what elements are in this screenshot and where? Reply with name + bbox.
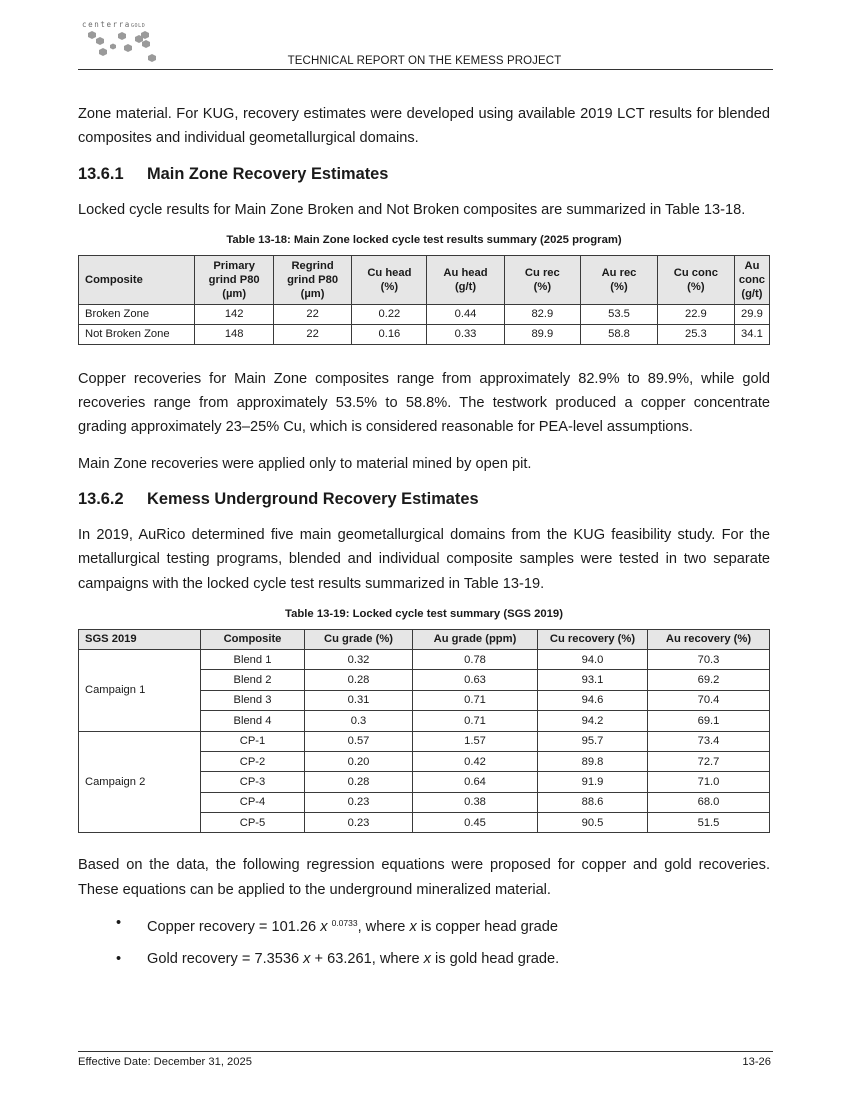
table-cell: Blend 2 [201,670,305,690]
table-cell: 93.1 [538,670,648,690]
table-cell: 25.3 [657,324,734,344]
table-header-cell: Cu grade (%) [305,629,413,649]
table-cell: 0.64 [413,772,538,792]
table-cell: 94.2 [538,711,648,731]
copper-equation: • Copper recovery = 101.26 x $^{0.0733}$, where x is copper head grade [116,915,558,936]
table-cell: 0.23 [305,813,413,833]
section-title: Main Zone Recovery Estimates [147,164,389,183]
table-cell: 0.31 [305,690,413,710]
table-header-cell: Cu recovery (%) [538,629,648,649]
section-heading-13-6-2 [78,490,770,509]
regression-paragraph: Based on the data, the following regression equations were proposed for copper and gold recoveries. These equations can be applied to the underground mineralized material. [78,857,770,898]
table-cell: 0.32 [305,649,413,669]
table-row [79,731,770,751]
table-cell: 0.23 [305,792,413,812]
table-cell: 22 [273,324,351,344]
table-cell: CP-2 [201,751,305,771]
section-heading-13-6-1 [78,165,770,184]
table-cell: 142 [195,304,273,324]
section-title: Kemess Underground Recovery Estimates [147,490,479,509]
table-cell: 29.9 [734,304,769,324]
table-cell: 0.45 [413,813,538,833]
table-header-cell: Au rec (%) [581,255,658,304]
table-cell: 69.2 [648,670,770,690]
table-cell: 94.6 [538,690,648,710]
main-zone-lct-table [78,255,770,345]
table-header-cell: Composite [79,255,195,304]
table-caption: Table 13-19: Locked cycle test summary (SGS 2019) [285,607,563,620]
table-cell: 0.28 [305,772,413,792]
table-cell: 0.33 [427,324,504,344]
table-header-cell: Regrind grind P80 (µm) [273,255,351,304]
table-cell: CP-5 [201,813,305,833]
table-cell: 90.5 [538,813,648,833]
table-cell: 22 [273,304,351,324]
table-cell: 0.28 [305,670,413,690]
gold-equation: • Gold recovery = 7.3536 x + 63.261, where x is gold head grade. [116,951,560,968]
recovery-summary-paragraph: Copper recoveries for Main Zone composites range from approximately 82.9% to 89.9%, while gold recoveries range from approximately 53.5% to 58.8%. The testwork produced a copper concentrate grading approximately 23–25% Cu, which is considered reasonable for PEA-level assumptions. [78,370,770,436]
header-divider [78,69,773,70]
table-cell: CP-4 [201,792,305,812]
regression-equations-list [78,914,770,968]
table-row [79,324,770,344]
table-header-cell: Au grade (ppm) [413,629,538,649]
page-number: 13-26 [742,1056,771,1068]
table-cell: 0.38 [413,792,538,812]
table-cell: 0.16 [352,324,427,344]
table-cell: 34.1 [734,324,769,344]
table-cell: 0.22 [352,304,427,324]
section-number: 13.6.1 [78,164,124,183]
table-cell: 89.8 [538,751,648,771]
table-cell: Blend 1 [201,649,305,669]
sgs-2019-lct-table [78,629,770,834]
table-cell: 71.0 [648,772,770,792]
effective-date: Effective Date: December 31, 2025 [78,1056,252,1068]
intro-paragraph: Zone material. For KUG, recovery estimates were developed using available 2019 LCT results for blended composites and individual geometallurgical domains. [78,106,770,147]
table-cell: Not Broken Zone [79,324,195,344]
bullet: • [116,951,122,968]
table-cell: 88.6 [538,792,648,812]
table-cell: 0.71 [413,690,538,710]
table-cell: 22.9 [657,304,734,324]
table-cell: 91.9 [538,772,648,792]
table-header-cell: Cu rec (%) [504,255,581,304]
table-header-cell: Cu conc (%) [657,255,734,304]
table-cell: 0.42 [413,751,538,771]
table-header-cell: Au head (g/t) [427,255,504,304]
table-row [79,304,770,324]
page-content [78,102,770,982]
logo-text: centerraGOLD [82,20,146,29]
table-cell: 94.0 [538,649,648,669]
table-cell: CP-3 [201,772,305,792]
table-cell: 72.7 [648,751,770,771]
table-header-cell: Primary grind P80 (µm) [195,255,273,304]
table-cell: Blend 3 [201,690,305,710]
bullet: • [116,915,122,932]
table-cell: 69.1 [648,711,770,731]
section-paragraph: Locked cycle results for Main Zone Broken and Not Broken composites are summarized in Table 13-18. [78,201,746,218]
report-header-title: TECHNICAL REPORT ON THE KEMESS PROJECT [287,55,562,67]
table-cell: 70.4 [648,690,770,710]
section-paragraph: In 2019, AuRico determined five main geometallurgical domains from the KUG feasibility study. For the metallurgical testing programs, blended and individual composite samples were tested in two separate campaigns with the locked cycle test results summarized in Table 13-19. [78,527,770,592]
table-row [79,649,770,669]
open-pit-paragraph: Main Zone recoveries were applied only to material mined by open pit. [78,455,532,472]
table-cell: 0.78 [413,649,538,669]
table-header-cell: Composite [201,629,305,649]
table-cell: 73.4 [648,731,770,751]
section-number: 13.6.2 [78,490,124,509]
table-cell: 0.3 [305,711,413,731]
table-cell: Blend 4 [201,711,305,731]
table-cell: Broken Zone [79,304,195,324]
table-cell: 70.3 [648,649,770,669]
table-cell: 95.7 [538,731,648,751]
table-caption: Table 13-18: Main Zone locked cycle test results summary (2025 program) [226,233,622,246]
table-cell: 0.44 [427,304,504,324]
table-cell: CP-1 [201,731,305,751]
campaign-cell: Campaign 1 [79,649,201,731]
table-cell: 51.5 [648,813,770,833]
table-cell: 89.9 [504,324,581,344]
table-header-cell: Au recovery (%) [648,629,770,649]
table-header-cell: SGS 2019 [79,629,201,649]
table-cell: 0.57 [305,731,413,751]
table-header-cell: Cu head (%) [352,255,427,304]
table-cell: 0.63 [413,670,538,690]
table-cell: 82.9 [504,304,581,324]
campaign-cell: Campaign 2 [79,731,201,833]
table-cell: 148 [195,324,273,344]
table-cell: 0.20 [305,751,413,771]
table-cell: 0.71 [413,711,538,731]
table-cell: 1.57 [413,731,538,751]
table-cell: 58.8 [581,324,658,344]
table-cell: 68.0 [648,792,770,812]
footer-divider [78,1051,773,1052]
table-header-cell: Au conc (g/t) [734,255,769,304]
table-cell: 53.5 [581,304,658,324]
